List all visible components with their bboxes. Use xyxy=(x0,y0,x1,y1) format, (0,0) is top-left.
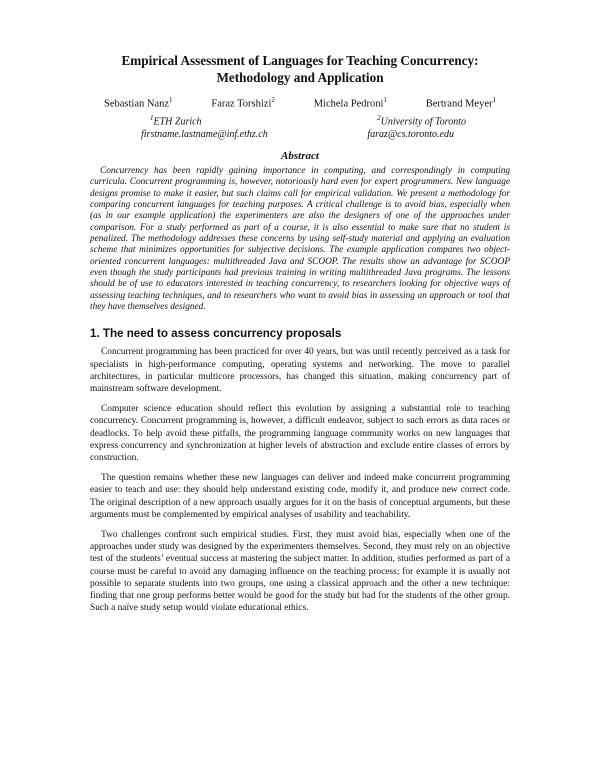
author-name: Faraz Torshizi xyxy=(211,98,272,110)
author xyxy=(104,96,173,110)
body-paragraph: The question remains whether these new languages can deliver and indeed make concurrent programming easier to teach and use: they should help understand existing code, modify it, and produce new correct code. The original description of a new approach usually argues for it on the basis of conceptual arguments, but these arguments must be complemented by empirical analyses of usability and teachability. xyxy=(90,473,510,520)
section-heading: 1. The need to assess concurrency proposals xyxy=(90,327,342,341)
abstract-heading: Abstract xyxy=(281,149,319,162)
author-sup: 1 xyxy=(169,96,173,104)
author xyxy=(211,96,275,110)
affiliation xyxy=(150,112,202,128)
affiliation-sup: 2 xyxy=(377,113,381,122)
affiliation-sup: 1 xyxy=(150,113,154,122)
affiliation-name: ETH Zurich xyxy=(153,115,202,127)
paper-title xyxy=(90,52,510,86)
author-sup: 2 xyxy=(271,96,275,104)
affiliation-names xyxy=(150,112,466,128)
affiliation-name: University of Toronto xyxy=(380,115,466,127)
abstract-text: Concurrency has been rapidly gaining importance in computing, and correspondingly in computing curricula. Concurrent programming is, however, notoriously hard even for expert programmers. New language designs promise to make it easier, but such claims call for empirical validation. We present a methodology for comparing concurrent languages for teaching purposes. A critical challenge is to avoid bias, especially when (as in our example application) the experimenters are also the designers of one of the approaches under comparison. For a study performed as part of a course, it is also essential to make sure that no student is penalized. The methodology addresses these concerns by using self-study material and applying an evaluation scheme that minimizes opportunities for subjective decisions. The example application compares two object-oriented concurrent languages: multithreaded Java and SCOOP. The results show an advantage for SCOOP even though the study participants had previous training in writing multithreaded Java programs. The lessons should be of use to educators interested in teaching concurrency, to researchers looking for objective ways of assessing teaching techniques, and to researchers who want to avoid bias in assessing an approach or tool that they have themselves designed. xyxy=(90,165,510,312)
body-paragraph: Computer science education should reflect this evolution by assigning a substantial role to teaching concurrency. Concurrent programming is, however, a difficult endeavor, subject to such errors as data races or deadlocks. To help avoid these pitfalls, the programming language community works on new languages that express concurrency and synchronization at higher levels of abstraction and exclude entire classes of errors by construction. xyxy=(90,404,510,463)
author-name: Michela Pedroni xyxy=(313,98,384,110)
author-list xyxy=(104,96,496,110)
body-paragraph: Concurrent programming has been practiced for over 40 years, but was until recently perceived as a task for specialists in high-performance computing, operating systems and networking. The move to parallel architectures, in particular multicore processors, has changed this situation, making concurrency part of mainstream software development. xyxy=(90,347,510,394)
email: faraz@cs.toronto.edu xyxy=(367,128,454,140)
paper-page xyxy=(90,52,510,622)
title-line-1: Empirical Assessment of Languages for Teaching Concurrency: xyxy=(121,53,479,68)
body-paragraph: Two challenges confront such empirical studies. First, they must avoid bias, especially when one of the approaches under study was designed by the experimenters themselves. Second, they must rely on an objective test of the students’ eventual success at mastering the subject matter. In addition, studies performed as part of a course must be careful to avoid any damaging influence on the teaching process; for example it is usually not possible to separate students into two groups, one using a classical approach and the other a new technique: finding that one group performs better would be good for the study but bad for the students of the other group. Such a naïve study setup would violate educational ethics. xyxy=(90,529,510,614)
email: firstname.lastname@inf.ethz.ch xyxy=(141,128,268,140)
affiliation-emails xyxy=(141,128,454,141)
author-sup: 1 xyxy=(383,96,387,104)
affiliation xyxy=(377,112,466,128)
author xyxy=(426,96,496,110)
title-line-2: Methodology and Application xyxy=(216,70,384,85)
author-name: Sebastian Nanz xyxy=(104,98,170,110)
author-name: Bertrand Meyer xyxy=(425,98,493,110)
author xyxy=(314,96,387,110)
author-sup: 1 xyxy=(492,96,496,104)
